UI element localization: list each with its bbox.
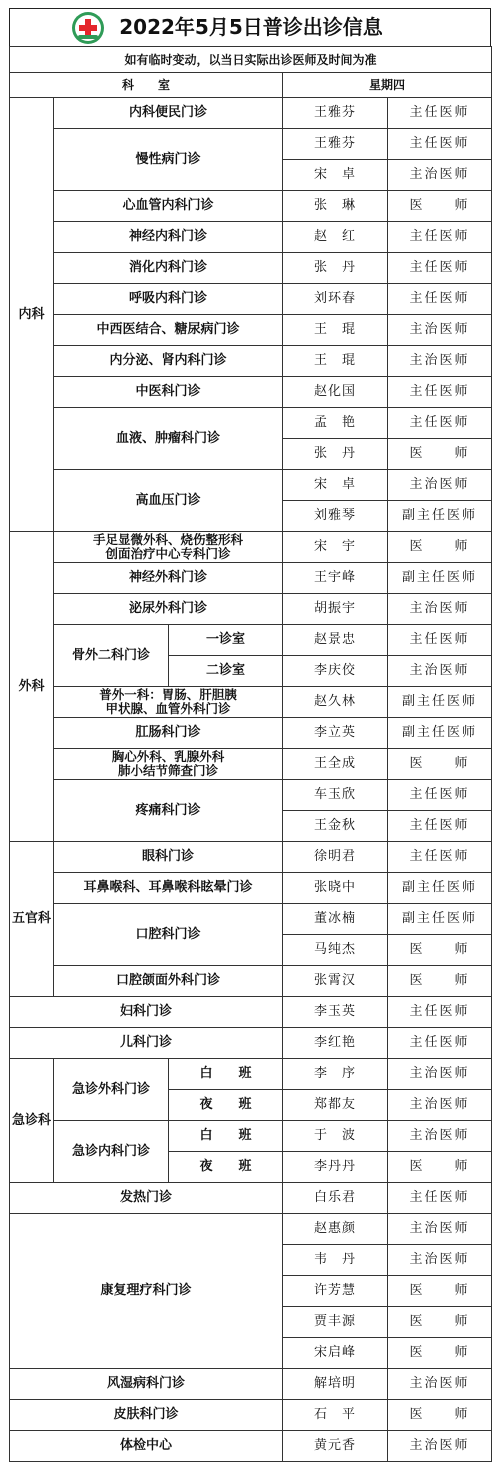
doctor-cell: 赵惠颜 [283,1214,388,1245]
doctor-cell: 张霄汉 [283,966,388,997]
table-row [10,842,492,873]
dept-line: 胸心外科、乳腺外科 [111,749,225,764]
doctor-cell: 宋启峰 [283,1338,388,1369]
table-row [10,1369,492,1400]
dept-cell: 口腔科门诊 [54,904,283,966]
doctor-cell: 李庆佼 [283,656,388,687]
doctor-cell: 李红艳 [283,1028,388,1059]
title-cell: 医 师 [388,1276,492,1307]
table-row [10,346,492,377]
table-row [10,1214,492,1245]
title-cell: 主治医师 [388,1059,492,1090]
table-row [10,563,492,594]
page-title: 2022年5月5日普诊出诊信息 [119,15,383,39]
title-cell: 主治医师 [388,1214,492,1245]
table-row [10,1431,492,1462]
title-cell: 主任医师 [388,253,492,284]
shift-cell: 夜 班 [169,1090,283,1121]
table-row [10,718,492,749]
doctor-cell: 解培明 [283,1369,388,1400]
doctor-cell: 王雅芬 [283,98,388,129]
doctor-cell: 李立英 [283,718,388,749]
title-cell: 主任医师 [388,284,492,315]
title-cell: 主任医师 [388,98,492,129]
title-cell: 主治医师 [388,594,492,625]
dept-line: 手足显微外科、烧伤整形科 [92,532,243,547]
title-cell: 副主任医师 [388,687,492,718]
doctor-cell: 车玉欣 [283,780,388,811]
doctor-cell: 张 丹 [283,439,388,470]
dept-cell: 内科便民门诊 [54,98,283,129]
table-row [10,253,492,284]
table-row [10,1028,492,1059]
doctor-cell: 赵久林 [283,687,388,718]
shift-cell: 夜 班 [169,1152,283,1183]
table-row [10,129,492,160]
table-row [10,284,492,315]
column-header-dept: 科 室 [10,73,283,98]
doctor-cell: 王雅芬 [283,129,388,160]
sheet-header [9,8,491,46]
category-waike: 外科 [10,532,54,842]
doctor-cell: 徐明君 [283,842,388,873]
doctor-cell: 王宇峰 [283,563,388,594]
doctor-cell: 黄元香 [283,1431,388,1462]
dept-cell: 耳鼻喉科、耳鼻喉科眩晕门诊 [54,873,283,904]
doctor-cell: 石 平 [283,1400,388,1431]
doctor-cell: 王 琨 [283,315,388,346]
dept-cell: 眼科门诊 [54,842,283,873]
title-cell: 主任医师 [388,842,492,873]
doctor-cell: 刘雅琴 [283,501,388,532]
dept-cell: 妇科门诊 [10,997,283,1028]
table-row [10,749,492,780]
title-cell: 主治医师 [388,315,492,346]
doctor-cell: 李 序 [283,1059,388,1090]
dept-cell [54,532,283,563]
dept-cell: 中医科门诊 [54,377,283,408]
table-row [10,222,492,253]
title-cell: 主治医师 [388,1431,492,1462]
doctor-cell: 宋 宇 [283,532,388,563]
title-cell: 副主任医师 [388,904,492,935]
doctor-cell: 马纯杰 [283,935,388,966]
dept-cell: 内分泌、肾内科门诊 [54,346,283,377]
title-cell: 医 师 [388,966,492,997]
dept-cell: 急诊外科门诊 [54,1059,169,1121]
dept-cell: 肛肠科门诊 [54,718,283,749]
table-row [10,1121,492,1152]
table-row [10,780,492,811]
title-cell: 主任医师 [388,997,492,1028]
title-cell: 医 师 [388,1307,492,1338]
dept-cell: 慢性病门诊 [54,129,283,191]
title-cell: 医 师 [388,749,492,780]
title-cell: 主任医师 [388,780,492,811]
doctor-cell: 韦 丹 [283,1245,388,1276]
dept-cell: 发热门诊 [10,1183,283,1214]
table-row [10,532,492,563]
title-cell: 主治医师 [388,1369,492,1400]
dept-cell: 康复理疗科门诊 [10,1214,283,1369]
table-row [10,966,492,997]
title-cell: 主任医师 [388,811,492,842]
table-row [10,687,492,718]
doctor-cell: 赵化国 [283,377,388,408]
doctor-cell: 胡振宇 [283,594,388,625]
doctor-cell: 宋 卓 [283,470,388,501]
dept-cell: 神经内科门诊 [54,222,283,253]
doctor-cell: 李丹丹 [283,1152,388,1183]
title-cell: 医 师 [388,935,492,966]
dept-cell: 血液、肿瘤科门诊 [54,408,283,470]
title-cell: 主治医师 [388,160,492,191]
title-cell: 副主任医师 [388,873,492,904]
dept-cell [54,749,283,780]
dept-cell: 皮肤科门诊 [10,1400,283,1431]
title-cell: 副主任医师 [388,718,492,749]
doctor-cell: 张 琳 [283,191,388,222]
title-cell: 主任医师 [388,408,492,439]
dept-line: 普外一科：胃肠、肝胆胰 [99,687,237,702]
doctor-cell: 董冰楠 [283,904,388,935]
doctor-cell: 王金秋 [283,811,388,842]
title-cell: 医 师 [388,191,492,222]
category-neike: 内科 [10,98,54,532]
sub-room-cell: 一诊室 [169,625,283,656]
doctor-cell: 张晓中 [283,873,388,904]
doctor-cell: 贾丰源 [283,1307,388,1338]
title-cell: 主治医师 [388,656,492,687]
dept-cell: 泌尿外科门诊 [54,594,283,625]
title-cell: 主任医师 [388,1183,492,1214]
table-row [10,997,492,1028]
table-row [10,1400,492,1431]
title-cell: 主治医师 [388,470,492,501]
category-wuguan: 五官科 [10,842,54,997]
doctor-cell: 李玉英 [283,997,388,1028]
table-row [10,98,492,129]
title-cell: 主任医师 [388,222,492,253]
table-row [10,1059,492,1090]
title-cell: 主治医师 [388,346,492,377]
table-row [10,377,492,408]
table-row [10,904,492,935]
doctor-cell: 于 波 [283,1121,388,1152]
doctor-cell: 赵 红 [283,222,388,253]
dept-cell: 风湿病科门诊 [10,1369,283,1400]
notice-text: 如有临时变动，以当日实际出诊医师及时间为准 [10,47,492,73]
title-cell: 主任医师 [388,1028,492,1059]
title-cell: 主任医师 [388,377,492,408]
doctor-cell: 许芳慧 [283,1276,388,1307]
table-row [10,873,492,904]
dept-cell: 儿科门诊 [10,1028,283,1059]
doctor-cell: 张 丹 [283,253,388,284]
dept-cell [54,687,283,718]
shift-cell: 白 班 [169,1121,283,1152]
dept-line: 创面治疗中心专科门诊 [105,546,231,561]
doctor-cell: 白乐君 [283,1183,388,1214]
title-cell: 主治医师 [388,1090,492,1121]
dept-cell: 体检中心 [10,1431,283,1462]
notice-row [10,47,492,73]
dept-cell: 疼痛科门诊 [54,780,283,842]
table-row [10,625,492,656]
dept-line: 甲状腺、血管外科门诊 [105,701,231,716]
title-cell: 医 师 [388,1152,492,1183]
schedule-table [9,46,492,1462]
table-row [10,315,492,346]
title-cell: 主治医师 [388,1245,492,1276]
dept-cell: 急诊内科门诊 [54,1121,169,1183]
dept-line: 肺小结节筛查门诊 [117,763,218,778]
dept-cell: 高血压门诊 [54,470,283,532]
dept-cell: 骨外二科门诊 [54,625,169,687]
table-row [10,1183,492,1214]
table-row [10,408,492,439]
title-cell: 医 师 [388,439,492,470]
shift-cell: 白 班 [169,1059,283,1090]
dept-cell: 心血管内科门诊 [54,191,283,222]
doctor-cell: 王全成 [283,749,388,780]
sub-room-cell: 二诊室 [169,656,283,687]
title-cell: 副主任医师 [388,501,492,532]
table-row [10,470,492,501]
title-cell: 医 师 [388,1338,492,1369]
doctor-cell: 宋 卓 [283,160,388,191]
title-cell: 医 师 [388,1400,492,1431]
dept-cell: 中西医结合、糖尿病门诊 [54,315,283,346]
title-cell: 主任医师 [388,625,492,656]
title-cell: 主治医师 [388,1121,492,1152]
doctor-cell: 郑都友 [283,1090,388,1121]
title-cell: 主任医师 [388,129,492,160]
title-cell: 医 师 [388,532,492,563]
doctor-cell: 赵景忠 [283,625,388,656]
doctor-cell: 孟 艳 [283,408,388,439]
table-row [10,594,492,625]
table-row [10,191,492,222]
dept-cell: 口腔颌面外科门诊 [54,966,283,997]
category-jizhen: 急诊科 [10,1059,54,1183]
column-header-row [10,73,492,98]
title-cell: 副主任医师 [388,563,492,594]
dept-cell: 消化内科门诊 [54,253,283,284]
doctor-cell: 刘环春 [283,284,388,315]
dept-cell: 呼吸内科门诊 [54,284,283,315]
column-header-day: 星期四 [283,73,492,98]
doctor-cell: 王 琨 [283,346,388,377]
dept-cell: 神经外科门诊 [54,563,283,594]
